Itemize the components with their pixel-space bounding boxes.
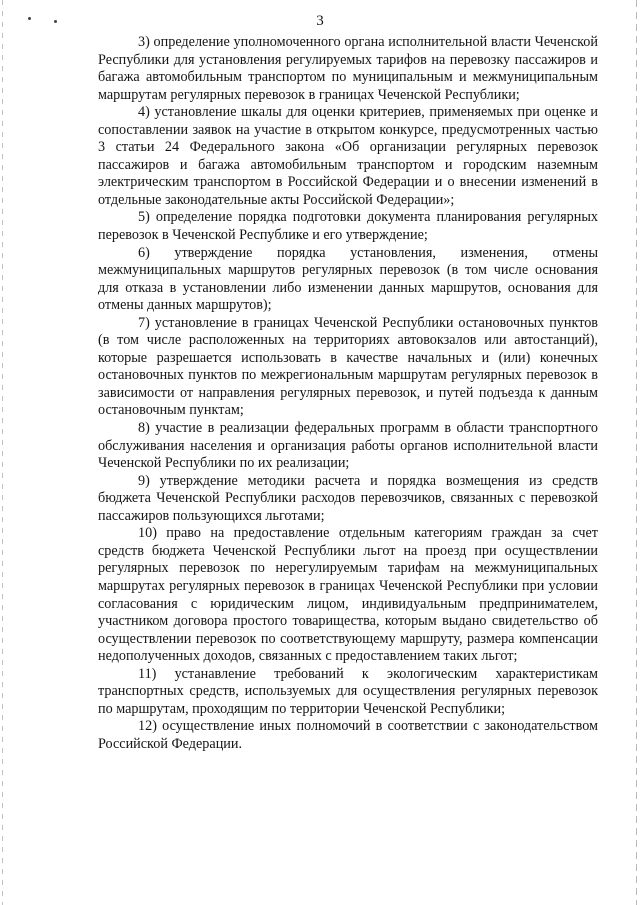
paragraph-item-12: 12) осуществление иных полномочий в соответствии с законодательством Российской Федерации. bbox=[98, 718, 598, 752]
scan-edge-left bbox=[2, 0, 3, 905]
paragraph-item-8: 8) участие в реализации федеральных программ в области транспортного обслуживания населения и организация работы органов исполнительной власти Чеченской Республики по их реализации; bbox=[98, 420, 598, 472]
paragraph-item-6: 6) утверждение порядка установления, изменения, отмены межмуниципальных маршрутов регулярных перевозок (в том числе основания для отказа в установлении либо изменении данных маршрутов, основания для отмены данных маршрутов); bbox=[98, 244, 598, 314]
paragraph-item-3: 3) определение уполномоченного органа исполнительной власти Чеченской Республики для установления регулируемых тарифов на перевозку пассажиров и багажа автомобильным транспортом по муниципальным и межмуниципальным маршрутам регулярных перевозок в границах Чеченской Республики; bbox=[98, 34, 598, 103]
paragraph-item-10: 10) право на предоставление отдельным категориям граждан за счет средств бюджета Чеченской Республики льгот на проезд при осуществлении регулярных перевозок по нерегулируемым тарифам на межмуниципальных маршрутах регулярных перевозок в границах Чеченской Республики при условии согласования с юридическим лицом, индивидуальным предпринимателем, участником договора простого товарищества, которым выдано свидетельство об осуществлении перевозок по соответствующему маршруту, размера компенсации недополученных доходов, связанных с предоставлением таких льгот; bbox=[98, 525, 598, 665]
paragraph-item-11: 11) устанавление требований к экологическим характеристикам транспортных средств, используемых для осуществления регулярных перевозок по маршрутам, проходящим по территории Чеченской Республики; bbox=[98, 665, 598, 717]
document-body bbox=[98, 34, 598, 753]
paragraph-item-5: 5) определение порядка подготовки документа планирования регулярных перевозок в Чеченской Республике и его утверждение; bbox=[98, 209, 598, 244]
page-number: 3 bbox=[316, 13, 324, 29]
paragraph-item-7: 7) установление в границах Чеченской Республики остановочных пунктов (в том числе расположенных на территориях автовокзалов или автостанций), которые разрешается использовать в качестве начальных и (или) конечных остановочных пунктов по межрегиональным маршрутам регулярных перевозок в зависимости от направления регулярных перевозок, и путей подъезда к данным остановочным пунктам; bbox=[98, 314, 598, 419]
scan-edge-right bbox=[636, 0, 637, 905]
paragraph-item-9: 9) утверждение методики расчета и порядка возмещения из средств бюджета Чеченской Республики расходов перевозчиков, связанных с перевозкой пассажиров пользующихся льготами; bbox=[98, 472, 598, 524]
paragraph-item-4: 4) установление шкалы для оценки критериев, применяемых при оценке и сопоставлении заявок на участие в открытом конкурсе, предусмотренных частью 3 статьи 24 Федерального закона «Об организации регулярных перевозок пассажиров и багажа автомобильным транспортом и городским наземным электрическим транспортом в Российской Федерации и о внесении изменений в отдельные законодательные акты Российской Федерации»; bbox=[98, 104, 598, 208]
